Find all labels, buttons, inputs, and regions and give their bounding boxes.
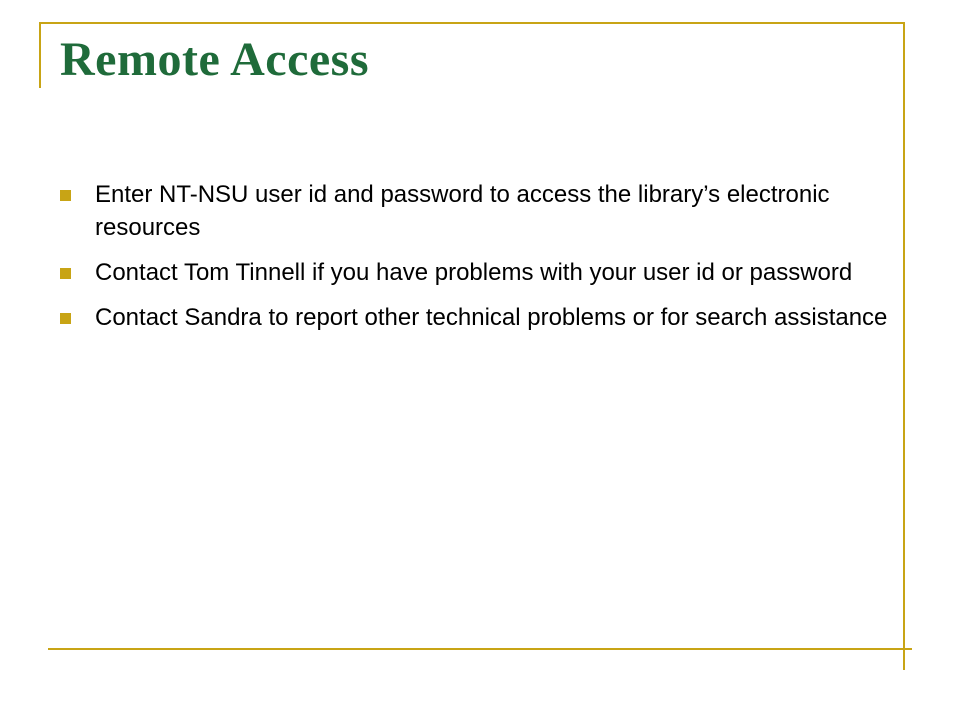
slide-title: Remote Access [60,33,370,86]
frame-top-line [39,22,905,24]
frame-bottom-line [48,648,912,650]
bullet-text: Contact Sandra to report other technical problems or for search assistance [95,304,888,331]
bullet-text: Contact Tom Tinnell if you have problems with your user id or password [95,259,853,286]
bullet-item [60,256,890,289]
bullet-list [60,178,890,346]
bullet-item [60,301,890,334]
bullet-item [60,178,890,244]
square-bullet-icon [60,190,71,201]
square-bullet-icon [60,268,71,279]
frame-right-line [903,22,905,670]
bullet-text: Enter NT-NSU user id and password to access the library’s electronic resources [95,181,830,241]
square-bullet-icon [60,313,71,324]
frame-left-line [39,22,41,88]
